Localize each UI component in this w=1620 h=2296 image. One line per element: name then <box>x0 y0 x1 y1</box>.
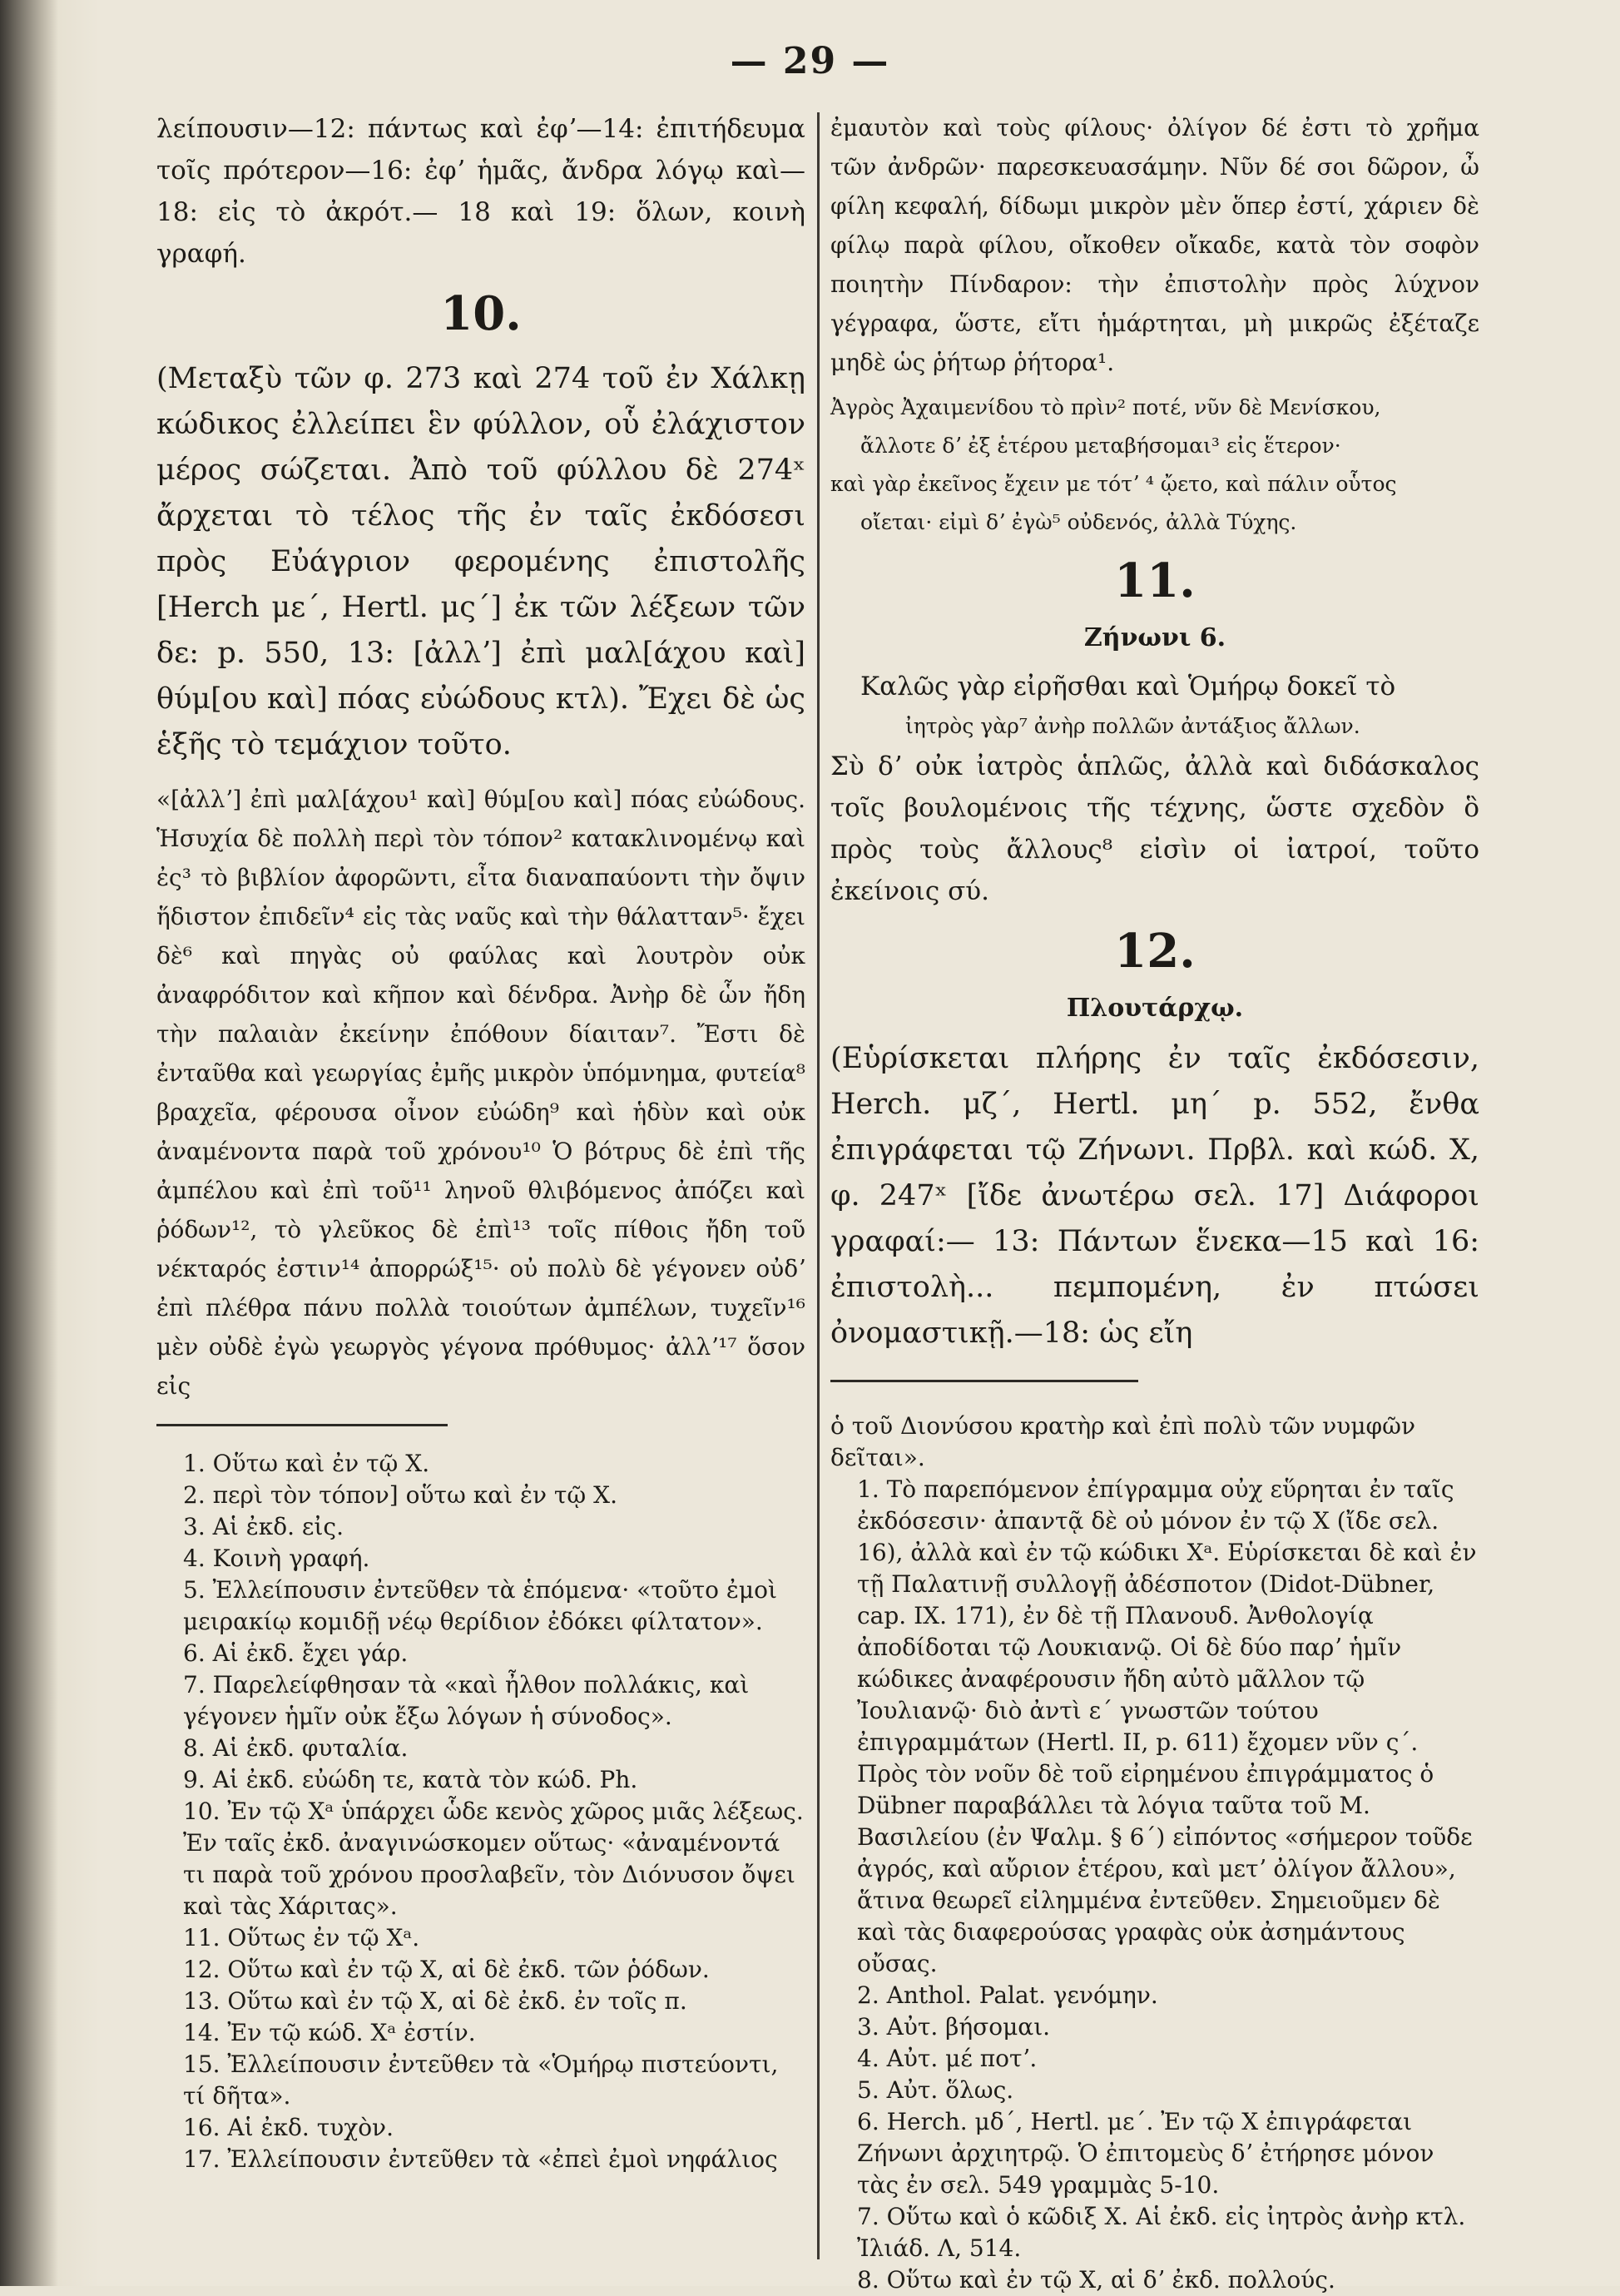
footnote: 10. Ἐν τῷ Χᵃ ὑπάρχει ὧδε κενὸς χῶρος μιᾶς λέξεως. Ἐν ταῖς ἐκδ. ἀναγινώσκομεν οὕτως· «ἀναμένοντά τι παρὰ τοῦ χρόνου προσλαβεῖν, τὸν Διόνυσον ὄψει καὶ τὰς Χάριτας». <box>183 1798 804 1920</box>
verse-line: ἄλλοτε δʼ ἐξ ἑτέρου μεταβήσομαι³ εἰς ἕτερον· <box>860 434 1341 458</box>
addressee-12: Πλουτάρχῳ. <box>1066 994 1244 1023</box>
footnote: 3. Αὐτ. βήσομαι. <box>857 2013 1051 2041</box>
footnote-rule <box>830 1380 1138 1382</box>
footnote: 15. Ἐλλείπουσιν ἐντεῦθεν τὰ «Ὁμήρῳ πιστεύοντι, τί δῆτα». <box>183 2051 779 2110</box>
footnote: 1. Τὸ παρεπόμενον ἐπίγραμμα οὐχ εὕρηται ἐν ταῖς ἐκδόσεσιν· ἀπαντᾷ δὲ οὐ μόνον ἐν τῷ Χ (ἴδε σελ. 16), ἀλλὰ καὶ ἐν τῷ κώδικι Χᵃ. Εὑρίσκεται δὲ καὶ ἐν τῇ Παλατινῇ συλλογῇ ἀδέσποτον (Didot-Dübner, cap. IX. 171), ἐν δὲ τῇ Πλανουδ. Ἀνθολογίᾳ ἀποδίδοται τῷ Λουκιανῷ. Οἱ δὲ δύο παρʼ ἡμῖν κώδικες ἀναφέρουσιν ἤδη αὐτὸ μᾶλλον τῷ Ἰουλιανῷ· διὸ ἀντὶ ε΄ γνωστῶν τούτου ἐπιγραμμάτων (Hertl. II, p. 611) ἔχομεν νῦν ς΄. Πρὸς τὸν νοῦν δὲ τοῦ εἰρημένου ἐπιγράμματος ὁ Dübner παραβάλλει τὰ λόγια ταῦτα τοῦ Μ. Βασιλείου (ἐν Ψαλμ. § 6΄) εἰπόντος «σήμερον τοῦδε ἀγρός, καὶ αὔριον ἑτέρου, καὶ μετʼ ὀλίγον ἄλλου», ἅτινα θεωρεῖ εἰλημμένα ἐντεῦθεν. Σημειοῦμεν δὲ καὶ τὰς διαφερούσας γραφὰς οὐκ ἀσημάντους οὔσας. <box>857 1475 1477 1977</box>
footnote-rule <box>156 1424 448 1426</box>
section-12-text: (Εὑρίσκεται πλήρης ἐν ταῖς ἐκδόσεσιν, Herch. μζ΄, Hertl. μη΄ p. 552, ἔνθα ἐπιγράφεται τῷ Ζήνωνι. Πρβλ. καὶ κώδ. Χ, φ. 247ˣ [ἴδε ἀνωτέρω σελ. 17] Διάφοροι γραφαί:— 13: Πάντων ἕνεκα—15 καὶ 16: ἐπιστολὴ... πεμπομένη, ἐν πτώσει ὀνομαστικῇ.—18: ὡς εἴη <box>830 1042 1479 1350</box>
homer-verse: ἰητρὸς γὰρ⁷ ἀνὴρ πολλῶν ἀντάξιος ἄλλων. <box>905 714 1360 738</box>
section-number-12: 12. <box>1114 924 1196 979</box>
left-footnotes <box>156 1448 805 2175</box>
footnote: 4. Αὐτ. μέ ποτʼ. <box>857 2045 1038 2072</box>
verse-line: οἴεται· εἰμὶ δʼ ἐγὼ⁵ οὐδενός, ἀλλὰ Τύχης. <box>860 510 1297 534</box>
section-11-text: Καλῶς γὰρ εἰρῆσθαι καὶ Ὁμήρῳ δοκεῖ τὸ <box>860 672 1396 702</box>
footnote: 12. Οὕτω καὶ ἐν τῷ Χ, αἱ δὲ ἐκδ. τῶν ῥόδων. <box>183 1956 710 1983</box>
verse-line: Ἀγρὸς Ἀχαιμενίδου τὸ πρὶν² ποτέ, νῦν δὲ Μενίσκου, <box>830 395 1381 419</box>
section-number-11: 11. <box>1114 553 1196 608</box>
footnote: 14. Ἐν τῷ κώδ. Χᵃ ἐστίν. <box>183 2019 476 2046</box>
epigram <box>830 389 1479 542</box>
footnote: 5. Ἐλλείπουσιν ἐντεῦθεν τὰ ἑπόμενα· «τοῦτο ἐμοὶ μειρακίῳ κομιδῇ νέῳ θερίδιον ἐδόκει φίλτατον». <box>183 1576 777 1635</box>
footnote: 7. Οὕτω καὶ ὁ κῶδιξ Χ. Αἱ ἐκδ. εἰς ἰητρὸς ἀνὴρ κτλ. Ἰλιάδ. Λ, 514. <box>857 2203 1466 2262</box>
page-binding-shadow <box>0 0 58 2286</box>
apparatus-continued: λείπουσιν—12: πάντως καὶ ἐφʼ—14: ἐπιτήδευμα τοῖς πρότερον—16: ἐφʼ ἡμᾶς, ἄνδρα λόγῳ καὶ—18: εἰς τὸ ἀκρότ.— 18 καὶ 19: ὅλων, κοινὴ γραφή. <box>156 114 805 269</box>
footnote: 16. Αἱ ἐκδ. τυχὸν. <box>183 2114 394 2141</box>
footnote: 7. Παρελείφθησαν τὰ «καὶ ἦλθον πολλάκις, καὶ γέγονεν ἡμῖν οὐκ ἔξω λόγων ἡ σύνοδος». <box>183 1671 750 1730</box>
footnote: 11. Οὕτως ἐν τῷ Χᵃ. <box>183 1924 420 1951</box>
section-10-intro: (Μεταξὺ τῶν φ. 273 καὶ 274 τοῦ ἐν Χάλκῃ κώδικος ἐλλείπει ἓν φύλλον, οὗ ἐλάχιστον μέρος σώζεται. Ἀπὸ τοῦ φύλλου δὲ 274ˣ ἄρχεται τὸ τέλος τῆς ἐν ταῖς ἐκδόσεσι πρὸς Εὐάγριον φερομένης ἐπιστολῆς [Herch με΄, Hertl. μς΄] ἐκ τῶν λέξεων τῶν δε: p. 550, 13: [ἀλλʼ] ἐπὶ μαλ[άχου καὶ] θύμ[ου καὶ] πόας εὐώδους κτλ). Ἔχει δὲ ὡς ἑξῆς τὸ τεμάχιον τοῦτο. <box>156 362 805 761</box>
footnote: 17. Ἐλλείπουσιν ἐντεῦθεν τὰ «ἐπεὶ ἐμοὶ νηφάλιος <box>183 2145 778 2173</box>
footnote: 2. περὶ τὸν τόπον] οὕτω καὶ ἐν τῷ Χ. <box>183 1481 617 1509</box>
verse-line: καὶ γὰρ ἐκεῖνος ἔχειν με τότʼ ⁴ ᾤετο, καὶ πάλιν οὗτος <box>830 472 1397 496</box>
footnote: 8. Οὕτω καὶ ἐν τῷ Χ, αἱ δʼ ἐκδ. πολλούς. <box>857 2266 1335 2294</box>
footnote-continued: ὁ τοῦ Διονύσου κρατὴρ καὶ ἐπὶ πολὺ τῶν νυμφῶν δεῖται». <box>830 1412 1415 1471</box>
addressee-11: Ζήνωνι 6. <box>1083 623 1226 652</box>
letter-text-continued: ἐμαυτὸν καὶ τοὺς φίλους· ὀλίγον δέ ἐστι τὸ χρῆμα τῶν ἀνδρῶν· παρεσκευασάμην. Νῦν δέ σοι δῶρον, ὦ φίλη κεφαλή, δίδωμι μικρὸν μὲν ὅπερ ἐστί, χάριεν δὲ φίλῳ παρὰ φίλου, οἴκοθεν οἴκαδε, κατὰ τὸν σοφὸν ποιητὴν Πίνδαρον: τὴν ἐπιστολὴν πρὸς λύχνον γέγραφα, ὥστε, εἴτι ἡμάρτηται, μὴ μικρῶς ἐξέταζε μηδὲ ὡς ῥήτωρ ῥήτορα¹. <box>830 114 1479 376</box>
page-number: — 29 — <box>730 40 890 82</box>
right-footnotes <box>830 1474 1479 2296</box>
letter-text: «[ἀλλʼ] ἐπὶ μαλ[άχου¹ καὶ] θύμ[ου καὶ] πόας εὐώδους. Ἡσυχία δὲ πολλὴ περὶ τὸν τόπον² κατακλινομένῳ καὶ ἐς³ τὸ βιβλίον ἀφορῶντι, εἶτα διαναπαύοντι τὴν ὄψιν ἥδιστον ἐπιδεῖν⁴ εἰς τὰς ναῦς καὶ τὴν θάλατταν⁵· ἔχει δὲ⁶ καὶ πηγὰς οὐ φαύλας καὶ λουτρὸν οὐκ ἀναφρόδιτον καὶ κῆπον καὶ δένδρα. Ἀνὴρ δὲ ὧν ἤδη τὴν παλαιὰν ἐκείνην ἐπόθουν δίαιταν⁷. Ἔστι δὲ ἐνταῦθα καὶ γεωργίας ἐμῆς μικρὸν ὑπόμνημα, φυτεία⁸ βραχεῖα, φέρουσα οἶνον εὐώδη⁹ καὶ ἡδὺν καὶ οὐκ ἀναμένοντα παρὰ τοῦ χρόνου¹⁰ Ὁ βότρυς δὲ ἐπὶ τῆς ἀμπέλου καὶ ἐπὶ τοῦ¹¹ ληνοῦ θλιβόμενος ἀπόζει καὶ ῥόδων¹², τὸ γλεῦκος δὲ ἐπὶ¹³ τοῖς πίθοις ἤδη τοῦ νέκταρός ἐστιν¹⁴ ἀπορρώξ¹⁵· οὐ πολὺ δὲ γέγονεν οὐδʼ ἐπὶ πλέθρα πάνυ πολλὰ τοιούτων ἀμπέλων, τυχεῖν¹⁶ μὲν οὐδὲ ἐγὼ γεωργὸς γέγονα πρόθυμος· ἀλλʼ¹⁷ ὅσον εἰς <box>156 786 805 1400</box>
footnote: 2. Anthol. Palat. γενόμην. <box>857 1981 1158 2009</box>
footnote: 8. Αἱ ἐκδ. φυταλία. <box>183 1734 409 1762</box>
footnote: 9. Αἱ ἐκδ. εὐώδη τε, κατὰ τὸν κώδ. Ph. <box>183 1766 638 1793</box>
right-column <box>830 108 1479 2296</box>
footnote: 6. Αἱ ἐκδ. ἔχει γάρ. <box>183 1639 409 1667</box>
section-11-text-2: Σὺ δʼ οὐκ ἰατρὸς ἁπλῶς, ἀλλὰ καὶ διδάσκαλος τοῖς βουλομένοις τῆς τέχνης, ὥστε σχεδὸν ὃ πρὸς τοὺς ἄλλους⁸ εἰσὶν οἱ ἰατροί, τοῦτο ἐκείνοις σύ. <box>830 751 1479 906</box>
footnote: 5. Αὐτ. ὅλως. <box>857 2076 1014 2104</box>
footnote: 13. Οὕτω καὶ ἐν τῷ Χ, αἱ δὲ ἐκδ. ἐν τοῖς π. <box>183 1987 687 2015</box>
footnote: 1. Οὕτω καὶ ἐν τῷ Χ. <box>183 1450 430 1477</box>
section-number-10: 10. <box>440 286 522 341</box>
footnote: 4. Κοινὴ γραφή. <box>183 1545 370 1572</box>
footnote: 6. Herch. μδ΄, Hertl. με΄. Ἐν τῷ Χ ἐπιγράφεται Ζήνωνι ἀρχιητρῷ. Ὁ ἐπιτομεὺς δʼ ἐτήρησε μόνον τὰς ἐν σελ. 549 γραμμὰς 5-10. <box>857 2108 1434 2199</box>
column-divider <box>817 112 820 2259</box>
footnote: 3. Αἱ ἐκδ. εἰς. <box>183 1513 344 1540</box>
left-column <box>156 108 805 2175</box>
